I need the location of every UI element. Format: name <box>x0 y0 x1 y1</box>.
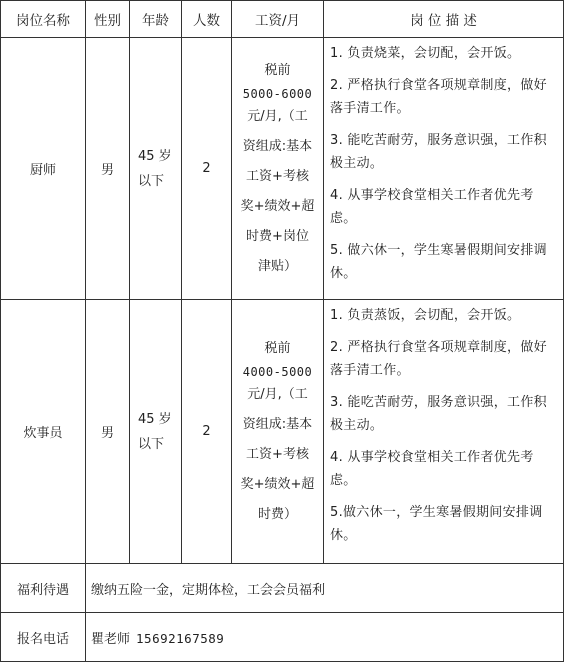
contact-name: 瞿老师 <box>91 631 131 647</box>
duties-cell <box>324 38 564 300</box>
salary-cell <box>232 300 324 564</box>
salary-line4: 工资+考核 <box>246 168 309 184</box>
contact-label: 报名电话 <box>1 613 86 662</box>
salary-range: 4000-5000 <box>242 364 313 379</box>
salary-line6: 时费+岗位 <box>246 228 309 244</box>
duty-item: 1. 负责烧菜，会切配，会开饭。 <box>330 46 521 61</box>
duty-item: 1. 负责蒸饭，会切配，会开饭。 <box>330 308 521 323</box>
headcount-cell: 2 <box>182 38 232 300</box>
salary-line7: 津贴） <box>257 258 297 274</box>
contact-phone: 15692167589 <box>136 630 225 646</box>
header-row <box>1 1 564 38</box>
age-line2: 以下 <box>138 173 165 189</box>
job-row-chef <box>1 38 564 300</box>
benefits-row <box>1 564 564 613</box>
salary-line3: 资组成:基本 <box>242 416 313 432</box>
contact-value <box>86 613 564 662</box>
headcount-cell: 2 <box>182 300 232 564</box>
header-salary: 工资/月 <box>232 1 324 38</box>
header-position: 岗位名称 <box>1 1 86 38</box>
duty-item: 3. 能吃苦耐劳，服务意识强，工作积极主动。 <box>330 133 547 171</box>
salary-range: 5000-6000 <box>242 86 313 101</box>
age-line2: 以下 <box>138 436 165 452</box>
header-headcount: 人数 <box>182 1 232 38</box>
age-cell <box>130 300 182 564</box>
header-age: 年龄 <box>130 1 182 38</box>
salary-line6: 时费） <box>257 506 297 522</box>
header-duties: 岗 位 描 述 <box>324 1 564 38</box>
duty-item: 2. 严格执行食堂各项规章制度，做好落手清工作。 <box>330 78 547 116</box>
salary-line1: 税前 <box>264 62 291 78</box>
duty-item: 4. 从事学校食堂相关工作者优先考虑。 <box>330 450 534 488</box>
duty-item: 3. 能吃苦耐劳，服务意识强，工作积极主动。 <box>330 395 547 433</box>
salary-line1: 税前 <box>264 340 291 356</box>
age-line1: 45 岁 <box>138 148 172 164</box>
age-cell <box>130 38 182 300</box>
gender-cell: 男 <box>86 38 130 300</box>
salary-line5: 奖+绩效+超 <box>240 476 315 492</box>
benefits-label: 福利待遇 <box>1 564 86 613</box>
position-cell: 厨师 <box>1 38 86 300</box>
salary-line3: 资组成:基本 <box>242 138 313 154</box>
salary-cell <box>232 38 324 300</box>
duty-item: 5.做六休一，学生寒暑假期间安排调休。 <box>330 505 543 543</box>
duty-item: 5. 做六休一，学生寒暑假期间安排调休。 <box>330 243 547 281</box>
position-cell: 炊事员 <box>1 300 86 564</box>
salary-line4: 工资+考核 <box>246 446 309 462</box>
salary-line2: 元/月,（工 <box>247 108 308 124</box>
salary-line2: 元/月,（工 <box>247 386 308 402</box>
duties-cell <box>324 300 564 564</box>
benefits-value: 缴纳五险一金，定期体检，工会会员福利 <box>86 564 564 613</box>
job-row-cook <box>1 300 564 564</box>
duty-item: 4. 从事学校食堂相关工作者优先考虑。 <box>330 188 534 226</box>
gender-cell: 男 <box>86 300 130 564</box>
duty-item: 2. 严格执行食堂各项规章制度，做好落手清工作。 <box>330 340 547 378</box>
salary-line5: 奖+绩效+超 <box>240 198 315 214</box>
header-gender: 性别 <box>86 1 130 38</box>
age-line1: 45 岁 <box>138 411 172 427</box>
contact-row <box>1 613 564 662</box>
